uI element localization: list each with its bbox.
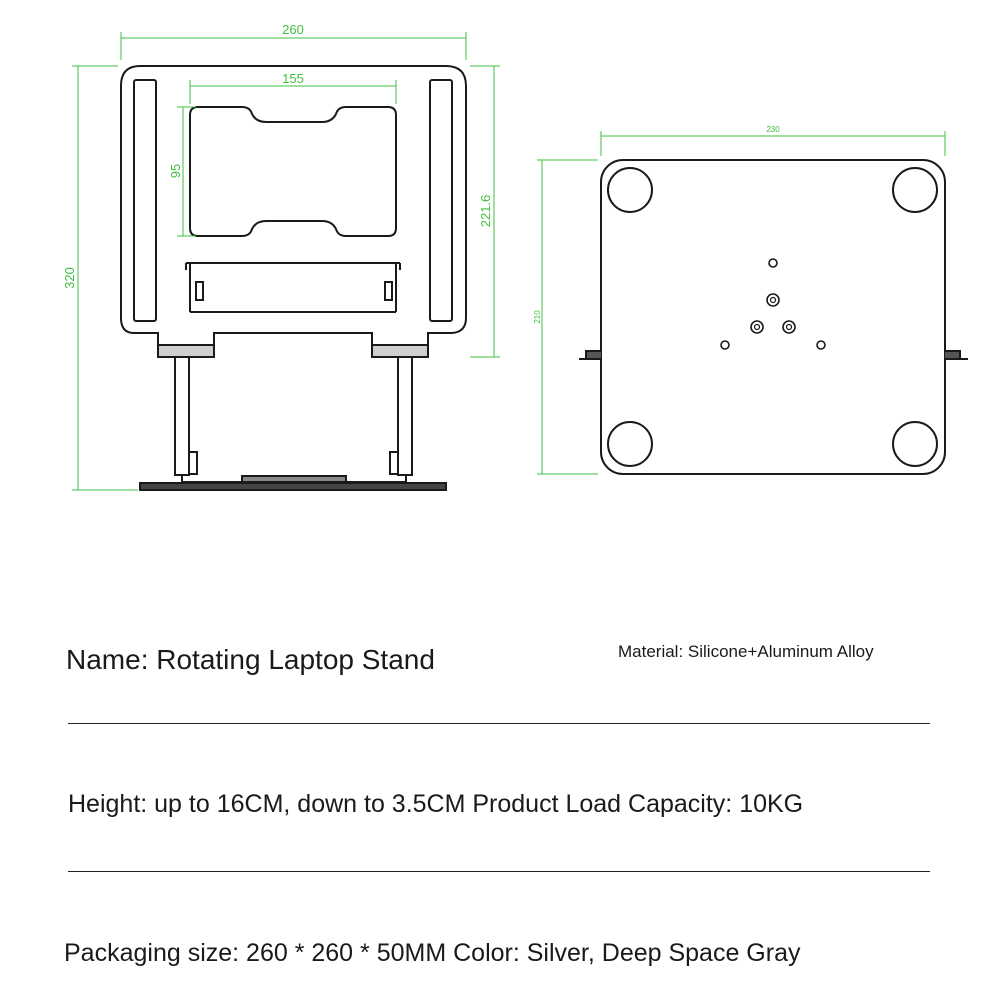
dim-label-230: 230 (766, 125, 780, 134)
top-view-dimensions (537, 131, 945, 474)
product-height-load: Height: up to 16CM, down to 3.5CM Product Load Capacity: 10KG (68, 790, 804, 818)
top-view (579, 160, 968, 474)
hinge-bracket (186, 263, 400, 312)
product-packaging-color: Packaging size: 260 * 260 * 50MM Color: Silver, Deep Space Gray (64, 939, 801, 967)
screw-hole-right (817, 341, 825, 349)
screw-hole-top (769, 259, 777, 267)
screw-hole-mid-left-inner (755, 325, 760, 330)
hinge-left (196, 282, 203, 300)
screw-hole-center (767, 294, 779, 306)
front-view-dimension-labels (62, 22, 493, 289)
base-plate (140, 483, 446, 490)
rubber-foot-bottom-left (608, 422, 652, 466)
dim-label-95: 95 (168, 163, 183, 179)
screw-hole-mid-right-inner (787, 325, 792, 330)
base-pad (242, 476, 346, 482)
dim-label-221-6: 221.6 (478, 194, 493, 228)
rubber-foot-top-left (608, 168, 652, 212)
leg-hinge-left (189, 452, 197, 474)
leg-right (398, 357, 412, 475)
dim-label-155: 155 (282, 71, 304, 86)
divider-2 (68, 871, 930, 872)
platform-cutout (190, 107, 396, 236)
foot-left (158, 345, 214, 357)
dim-label-210: 210 (533, 310, 542, 324)
divider-1 (68, 723, 930, 724)
rubber-foot-bottom-right (893, 422, 937, 466)
dim-label-320: 320 (62, 267, 77, 289)
dim-label-260: 260 (282, 22, 304, 37)
front-view-dimensions (72, 32, 500, 490)
product-material: Material: Silicone+Aluminum Alloy (618, 642, 874, 661)
top-view-dimension-labels (533, 125, 780, 324)
screw-hole-mid-right (783, 321, 795, 333)
front-view (121, 66, 466, 490)
top-plate-outline (601, 160, 945, 474)
platform-outline (121, 66, 466, 345)
screw-hole-mid-left (751, 321, 763, 333)
right-rail (430, 80, 452, 321)
foot-right (372, 345, 428, 357)
side-tab-right (945, 351, 968, 359)
leg-left (175, 357, 189, 475)
side-tab-left (579, 351, 601, 359)
screw-hole-left (721, 341, 729, 349)
hinge-right (385, 282, 392, 300)
screw-hole-center-inner (771, 298, 776, 303)
product-name: Name: Rotating Laptop Stand (66, 644, 435, 675)
left-rail (134, 80, 156, 321)
rubber-foot-top-right (893, 168, 937, 212)
leg-hinge-right (390, 452, 398, 474)
